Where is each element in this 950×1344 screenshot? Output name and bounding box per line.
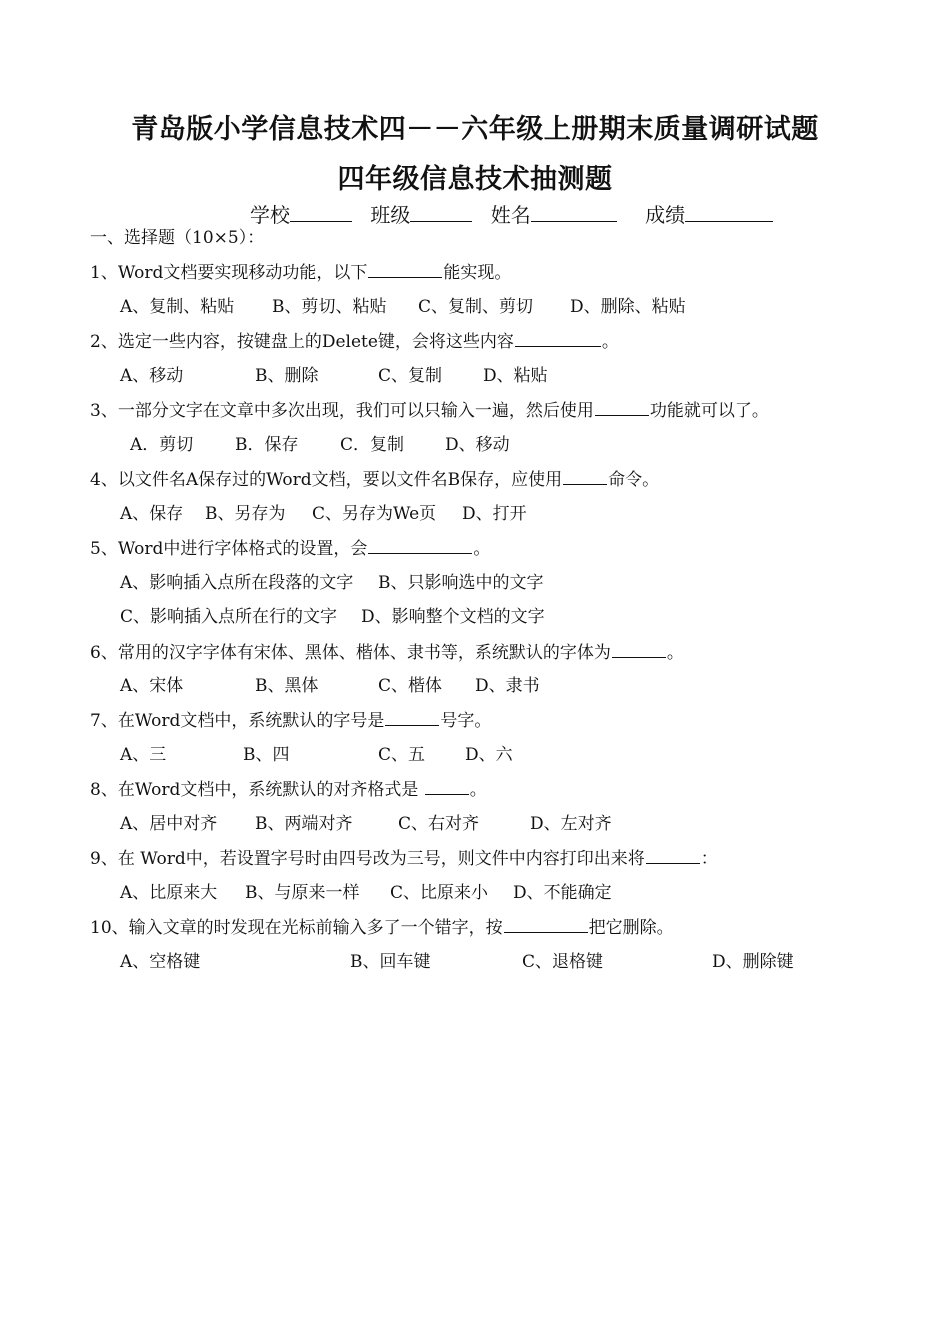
q7-option-c: C、五	[378, 745, 426, 765]
exam-title: 青岛版小学信息技术四－－六年级上册期末质量调研试题	[131, 114, 819, 145]
question-9-text: 9、在 Word中，若设置字号时由四号改为三号，则文件中内容打印出来将	[90, 849, 645, 869]
question-5-text: 5、Word中进行字体格式的设置，会	[90, 539, 368, 559]
q1-option-d: D、删除、粘贴	[570, 297, 686, 317]
q7-option-b: B、四	[243, 745, 290, 765]
question-7-text: 7、在Word文档中，系统默认的字号是	[90, 711, 385, 731]
q10-option-d: D、删除键	[712, 952, 794, 972]
answer-blank	[612, 641, 666, 658]
q4-option-a: A、保存	[120, 504, 184, 524]
exam-subtitle: 四年级信息技术抽测题	[337, 164, 613, 195]
section-heading: 一、选择题（10×5）：	[90, 228, 265, 248]
question-1-tail: 能实现。	[443, 263, 512, 283]
question-10-tail: 把它删除。	[588, 918, 674, 938]
q3-option-b: B．保存	[235, 435, 299, 455]
q6-option-d: D、隶书	[475, 676, 540, 696]
question-9-tail: ：	[700, 849, 718, 869]
answer-blank	[595, 399, 649, 416]
question-3-text: 3、一部分文字在文章中多次出现，我们可以只输入一遍，然后使用	[90, 401, 594, 421]
answer-blank	[515, 330, 601, 347]
q3-option-d: D、移动	[445, 435, 510, 455]
q3-option-c: C．复制	[340, 435, 405, 455]
question-1	[90, 261, 511, 284]
q2-option-d: D、粘贴	[483, 366, 548, 386]
question-4	[90, 468, 659, 491]
answer-blank	[385, 709, 439, 726]
answer-blank	[368, 537, 472, 554]
answer-blank	[504, 916, 588, 933]
answer-blank	[646, 847, 700, 864]
q6-option-a: A、宋体	[120, 676, 184, 696]
answer-blank	[368, 261, 442, 278]
q4-option-c: C、另存为We页	[312, 504, 437, 524]
q5-option-c: C、影响插入点所在行的文字	[120, 607, 338, 627]
q6-option-b: B、黑体	[255, 676, 319, 696]
student-info-row	[250, 199, 785, 228]
school-blank	[290, 203, 352, 222]
q1-option-c: C、复制、剪切	[418, 297, 534, 317]
question-3	[90, 399, 769, 422]
q8-option-a: A、居中对齐	[120, 814, 218, 834]
q10-option-b: B、回车键	[350, 952, 431, 972]
class-label: 班级	[370, 203, 411, 227]
q9-option-d: D、不能确定	[513, 883, 612, 903]
school-label: 学校	[250, 203, 290, 227]
question-8-text: 8、在Word文档中，系统默认的对齐格式是	[90, 780, 424, 800]
question-6-tail: 。	[666, 643, 684, 663]
question-2	[90, 330, 619, 353]
question-10	[90, 916, 674, 939]
question-5-tail: 。	[473, 539, 491, 559]
class-field	[370, 203, 472, 227]
q7-option-d: D、六	[465, 745, 513, 765]
question-5	[90, 537, 490, 560]
q10-option-c: C、退格键	[522, 952, 604, 972]
question-8-tail: 。	[469, 780, 487, 800]
school-field	[250, 203, 352, 227]
q10-option-a: A、空格键	[120, 952, 201, 972]
question-6	[90, 641, 684, 664]
q2-option-a: A、移动	[120, 366, 184, 386]
q1-option-a: A、复制、粘贴	[120, 297, 235, 317]
q1-option-b: B、剪切、粘贴	[272, 297, 387, 317]
question-7-tail: 号字。	[440, 711, 492, 731]
q5-option-d: D、影响整个文档的文字	[361, 607, 545, 627]
question-9	[90, 847, 718, 870]
q4-option-d: D、打开	[462, 504, 527, 524]
q3-option-a: A．剪切	[130, 435, 194, 455]
q5-option-b: B、只影响选中的文字	[378, 573, 544, 593]
question-4-text: 4、以文件名A保存过的Word文档，要以文件名B保存，应使用	[90, 470, 563, 490]
q9-option-c: C、比原来小	[390, 883, 489, 903]
q6-option-c: C、楷体	[378, 676, 443, 696]
name-field	[491, 203, 617, 227]
question-7	[90, 709, 491, 732]
q2-option-c: C、复制	[378, 366, 443, 386]
q5-option-a: A、影响插入点所在段落的文字	[120, 573, 354, 593]
question-10-text: 10、输入文章的时发现在光标前输入多了一个错字，按	[90, 918, 503, 938]
q7-option-a: A、三	[120, 745, 167, 765]
q8-option-b: B、两端对齐	[255, 814, 353, 834]
question-3-tail: 功能就可以了。	[649, 401, 769, 421]
name-label: 姓名	[490, 203, 531, 227]
question-6-text: 6、常用的汉字字体有宋体、黑体、楷体、隶书等，系统默认的字体为	[90, 643, 611, 663]
question-1-text: 1、Word文档要实现移动功能，以下	[90, 263, 368, 283]
score-label: 成绩	[645, 203, 686, 227]
score-blank	[685, 203, 773, 222]
q4-option-b: B、另存为	[205, 504, 286, 524]
name-blank	[531, 203, 617, 222]
question-4-tail: 命令。	[608, 470, 660, 490]
class-blank	[410, 203, 472, 222]
q9-option-a: A、比原来大	[120, 883, 218, 903]
q8-option-c: C、右对齐	[398, 814, 480, 834]
answer-blank	[563, 468, 607, 485]
question-2-tail: 。	[601, 332, 619, 352]
q8-option-d: D、左对齐	[530, 814, 612, 834]
q2-option-b: B、删除	[255, 366, 319, 386]
q9-option-b: B、与原来一样	[245, 883, 360, 903]
question-2-text: 2、选定一些内容，按键盘上的Delete键，会将这些内容	[90, 332, 514, 352]
score-field	[645, 203, 773, 227]
question-8	[90, 778, 487, 801]
answer-blank	[425, 778, 469, 795]
